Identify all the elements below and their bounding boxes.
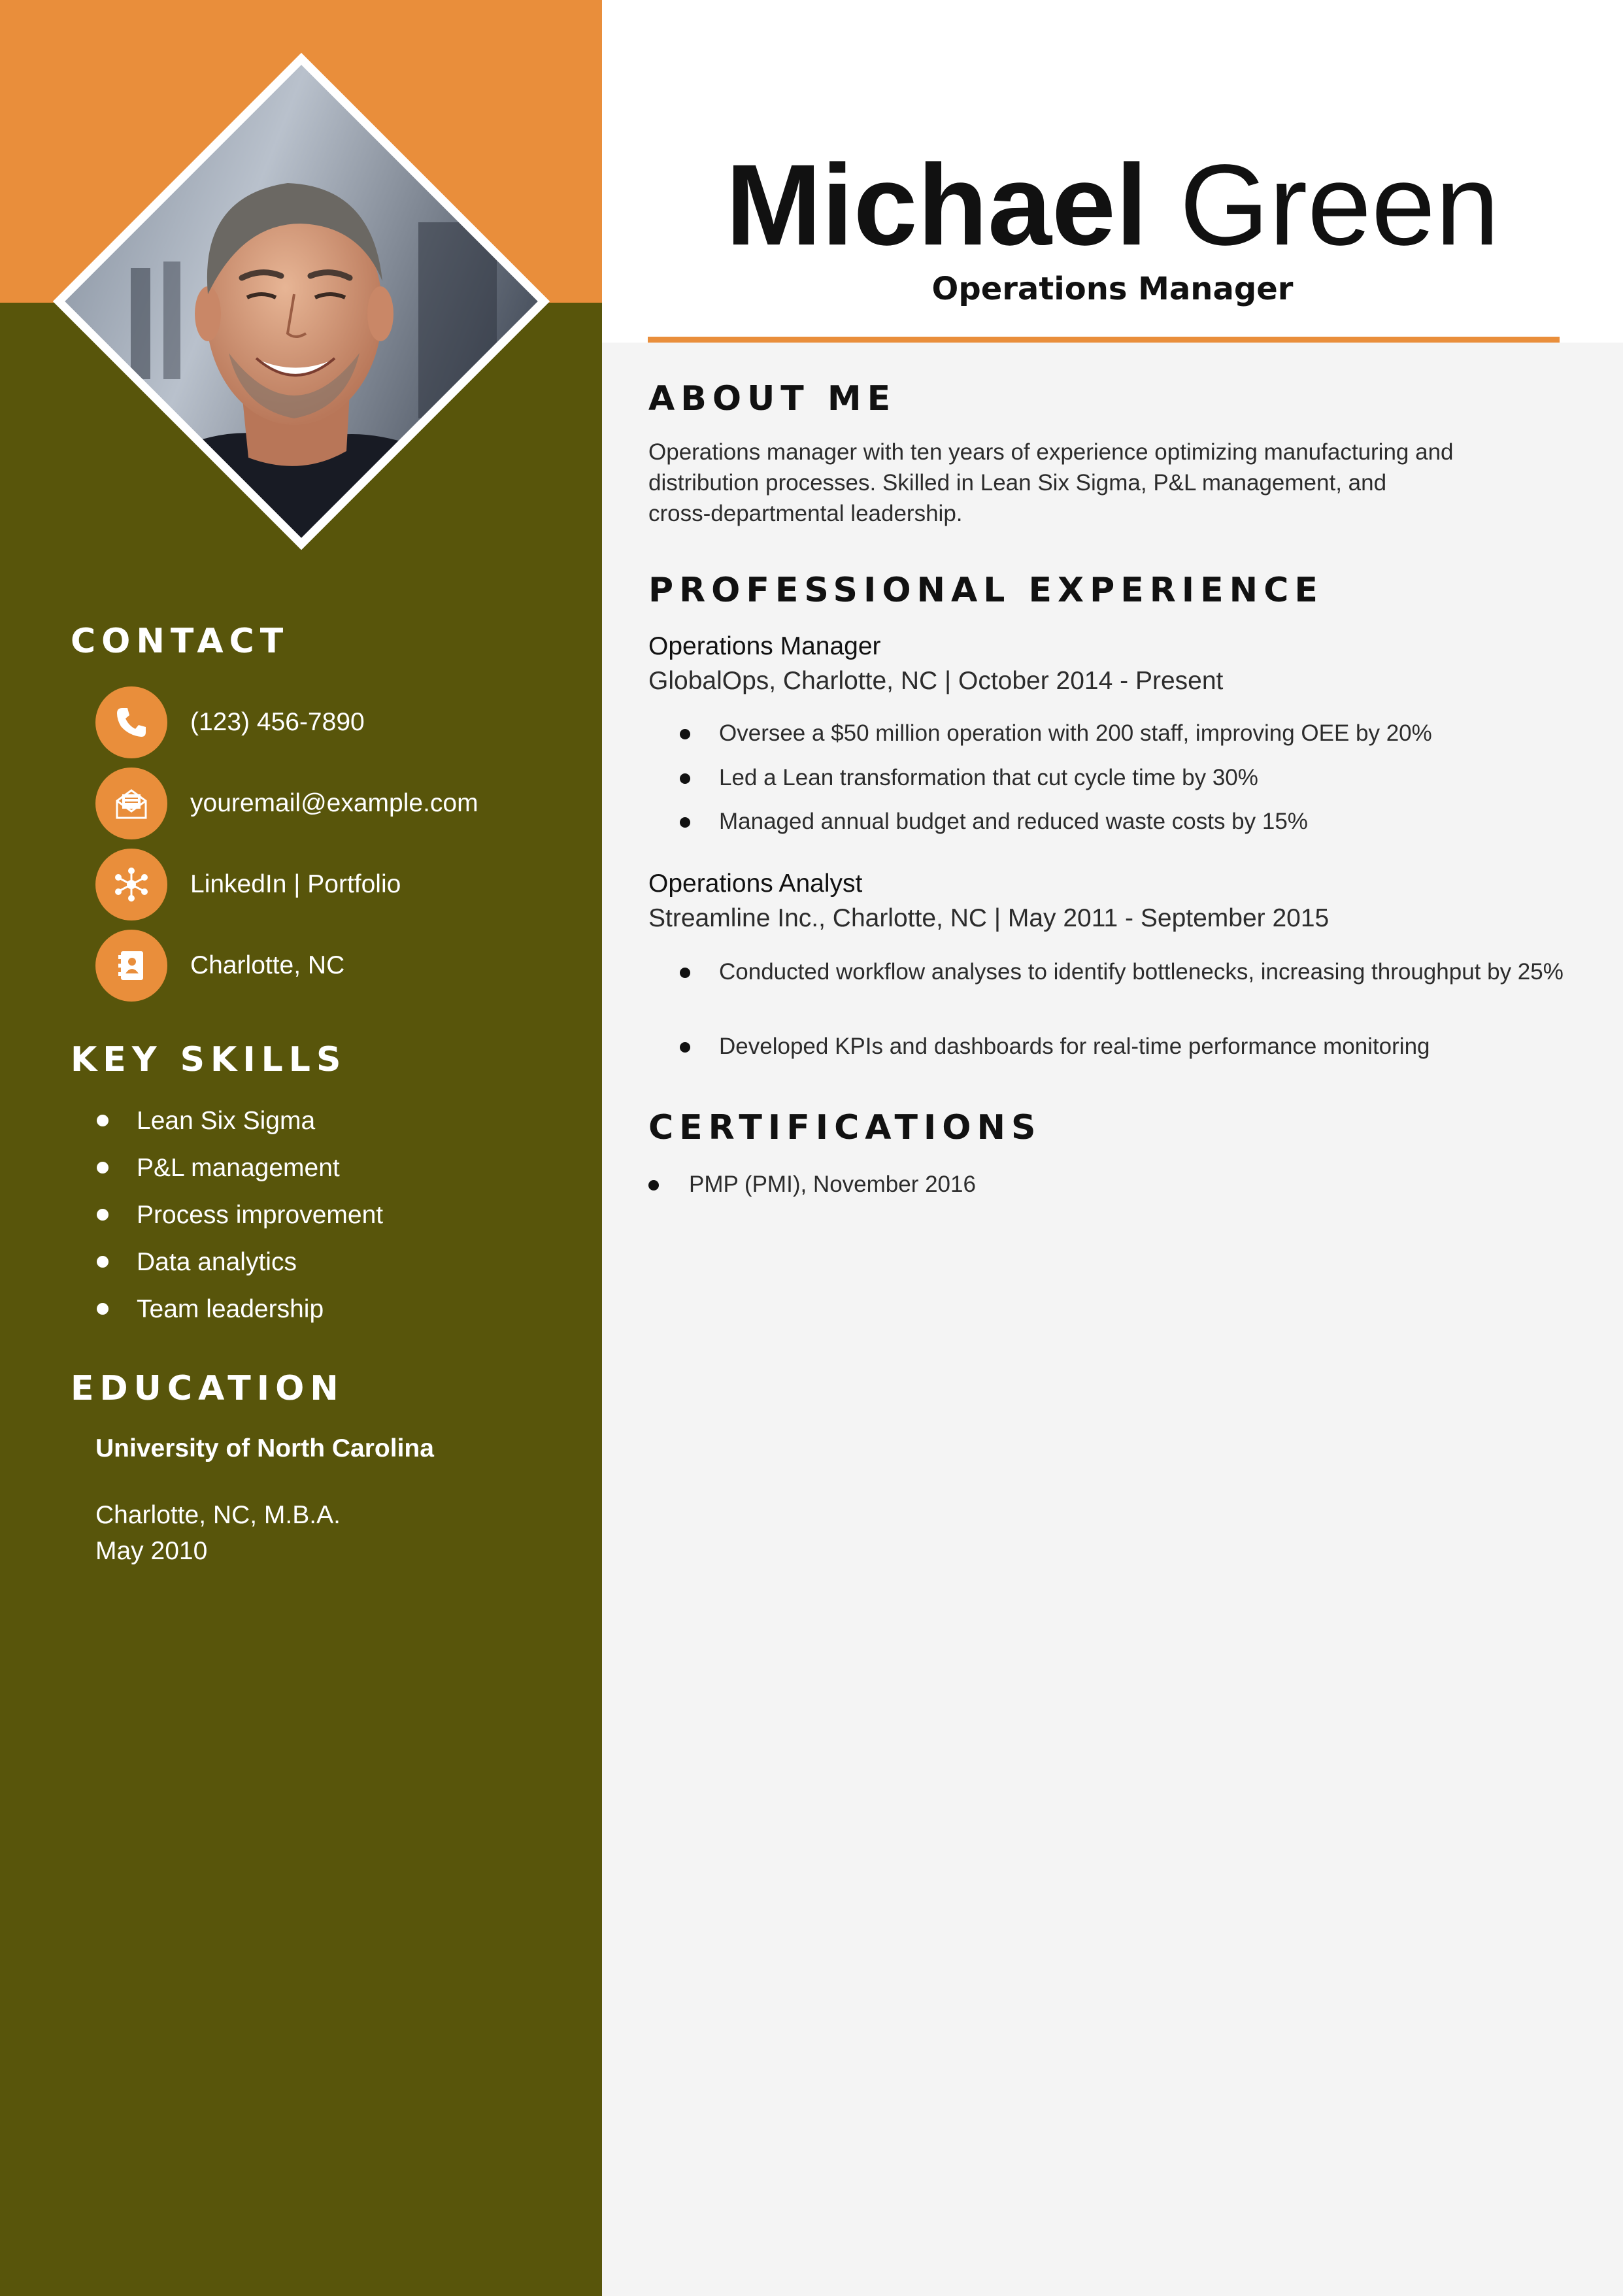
contact-location-text: Charlotte, NC (190, 951, 345, 979)
skill-item (97, 1102, 554, 1141)
job-bullet (680, 1031, 1575, 1062)
job-bullet (680, 806, 1575, 837)
job-title: Operations Manager (931, 271, 1294, 307)
mail-icon (95, 768, 167, 839)
job-role: Operations Analyst (648, 869, 863, 898)
contact-phone-text: (123) 456-7890 (190, 708, 365, 736)
education-school: University of North Carolina (95, 1434, 434, 1462)
job-meta: Streamline Inc., Charlotte, NC | May 2011 - September 2015 (648, 904, 1330, 932)
first-name: Michael (726, 141, 1148, 269)
job-bullet (680, 718, 1575, 749)
experience-heading: PROFESSIONAL EXPERIENCE (648, 571, 1324, 610)
skill-label: Lean Six Sigma (137, 1107, 316, 1135)
contact-location[interactable] (95, 930, 579, 1002)
certification-text: PMP (PMI), November 2016 (689, 1172, 976, 1197)
certification-item (648, 1169, 1544, 1200)
bullet-text: Developed KPIs and dashboards for real-time performance monitoring (719, 1034, 1430, 1059)
bullet-text: Oversee a $50 million operation with 200 staff, improving OEE by 20% (719, 720, 1432, 746)
about-line: Operations manager with ten years of experience optimizing manufacturing and (648, 439, 1454, 465)
bullet-dot (680, 773, 690, 784)
bullet-dot (97, 1115, 109, 1126)
contact-phone[interactable] (95, 686, 579, 758)
bullet-text: Conducted workflow analyses to identify bottlenecks, increasing throughput by 25% (719, 959, 1564, 985)
skill-label: Process improvement (137, 1201, 384, 1229)
job-meta: GlobalOps, Charlotte, NC | October 2014 - Present (648, 667, 1224, 695)
contact-links[interactable] (95, 849, 579, 920)
skill-label: P&L management (137, 1154, 340, 1182)
address-book-icon (95, 930, 167, 1002)
about-text (648, 437, 1577, 529)
bullet-dot (97, 1303, 109, 1315)
skill-item (97, 1290, 554, 1329)
contact-email[interactable] (95, 768, 579, 839)
skill-item (97, 1196, 554, 1235)
bullet-text: Led a Lean transformation that cut cycle time by 30% (719, 765, 1258, 790)
skill-label: Team leadership (137, 1295, 324, 1323)
header-divider (648, 337, 1560, 343)
job-role: Operations Manager (648, 632, 881, 660)
skill-item (97, 1243, 554, 1282)
job-bullet (680, 956, 1575, 987)
bullet-dot (680, 729, 690, 739)
education-degree: Charlotte, NC, M.B.A. (95, 1501, 341, 1529)
about-heading: ABOUT ME (648, 379, 897, 418)
bullet-dot (97, 1256, 109, 1268)
bullet-dot (97, 1162, 109, 1173)
about-line: distribution processes. Skilled in Lean Six Sigma, P&L management, and (648, 470, 1387, 496)
certifications-heading: CERTIFICATIONS (648, 1108, 1042, 1147)
education-heading: EDUCATION (71, 1369, 344, 1408)
education-date: May 2010 (95, 1537, 208, 1565)
contact-email-text: youremail@example.com (190, 789, 478, 817)
skills-heading: KEY SKILLS (71, 1040, 347, 1079)
bullet-dot (648, 1180, 659, 1190)
profile-photo (52, 52, 550, 550)
job-bullet (680, 762, 1575, 793)
network-icon (95, 849, 167, 920)
bullet-dot (97, 1209, 109, 1221)
skill-label: Data analytics (137, 1248, 297, 1276)
bullet-dot (680, 817, 690, 828)
bullet-text: Managed annual budget and reduced waste costs by 15% (719, 809, 1308, 834)
bullet-dot (680, 1042, 690, 1053)
last-name: Green (1179, 141, 1499, 269)
phone-icon (95, 686, 167, 758)
about-line: cross-departmental leadership. (648, 501, 963, 526)
skill-item (97, 1149, 554, 1188)
contact-links-text: LinkedIn | Portfolio (190, 870, 401, 898)
contact-heading: CONTACT (71, 622, 290, 661)
bullet-dot (680, 968, 690, 978)
candidate-name (602, 143, 1623, 269)
